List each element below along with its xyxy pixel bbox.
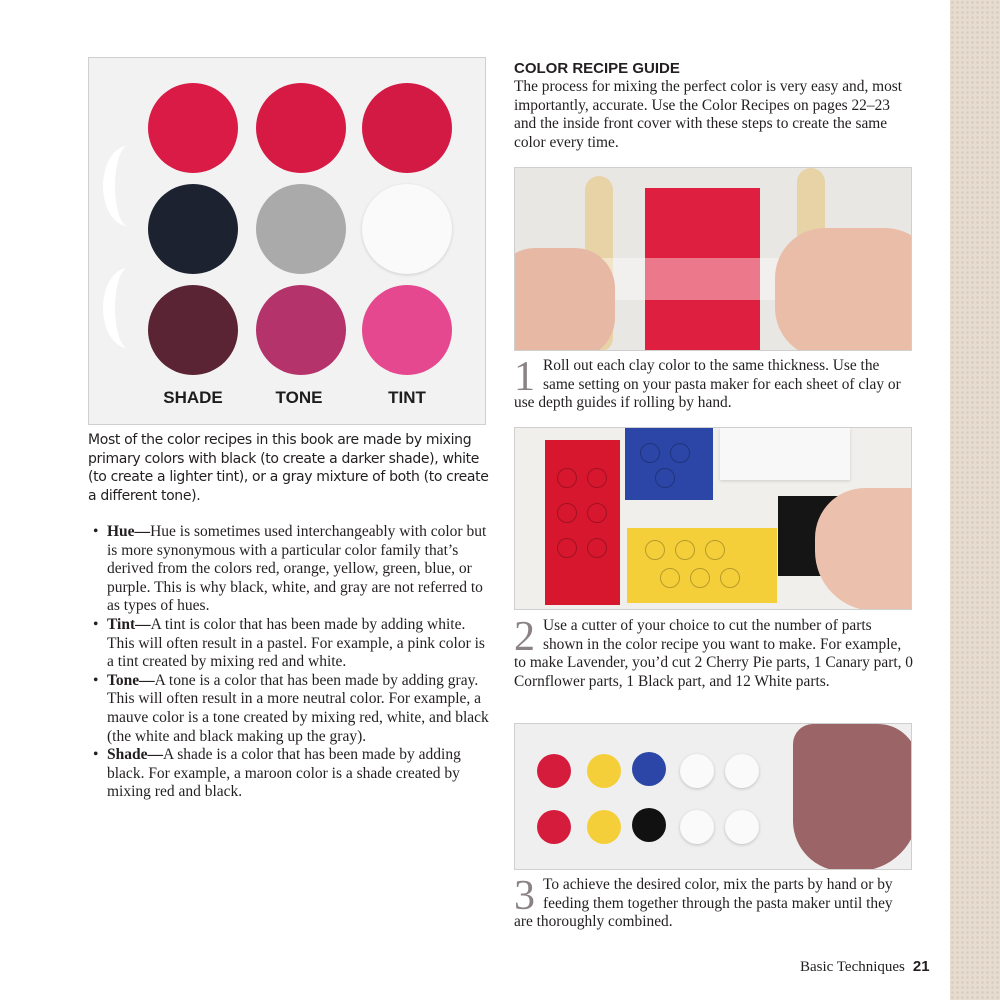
list-item-tone — [93, 672, 493, 746]
red-part — [537, 810, 571, 844]
red-swatch — [362, 83, 452, 173]
white-part — [680, 810, 714, 844]
white-part — [680, 754, 714, 788]
blue-clay-sheet — [625, 428, 713, 500]
color-swatch-photo — [88, 57, 486, 425]
step-text: To achieve the desired color, mix the parts by hand or by feeding them together through the pasta maker until they are thoroughly combined. — [514, 876, 893, 931]
definition: A tint is color that has been made by adding white. This will often result in a pastel. For example, a pink color is a tint created by mixing red and white. — [107, 615, 485, 671]
hand — [514, 248, 615, 351]
page-footer — [800, 958, 930, 976]
page-edge-texture — [950, 0, 1000, 1000]
blue-part — [632, 752, 666, 786]
white-part — [725, 754, 759, 788]
step-number: 1 — [514, 354, 535, 400]
rolling-clay-photo — [514, 167, 912, 351]
definitions-list — [93, 523, 493, 802]
yellow-part — [587, 810, 621, 844]
arrow-down-icon — [103, 268, 153, 348]
definition: Hue is sometimes used interchangeably with color but is more synonymous with a particular color family that’s derived from the colors red, orange, yellow, green, blue, or purple. This is why black, white, and gray are not referred to as types of hues. — [107, 523, 487, 615]
section-heading: COLOR RECIPE GUIDE — [514, 60, 680, 77]
hand — [815, 488, 912, 610]
list-item-hue — [93, 523, 493, 616]
pink-swatch — [362, 285, 452, 375]
term: Tint— — [107, 615, 151, 633]
cutting-clay-photo — [514, 427, 912, 610]
black-swatch — [148, 184, 238, 274]
label-tint: TINT — [388, 388, 426, 407]
term: Hue— — [107, 523, 151, 540]
mixed-clay-blob — [793, 724, 912, 870]
photo-caption: Most of the color recipes in this book are made by mixing primary colors with black (to create a darker shade), white (to create a lighter tint), or a gray mixture of both (to create a different tone). — [88, 432, 489, 504]
intro-paragraph: The process for mixing the perfect color is very easy and, most importantly, accurate. Use the Color Recipes on pages 22–23 and the inside front cover with these steps to create the same color every time. — [514, 78, 903, 151]
white-part — [725, 810, 759, 844]
step-2 — [514, 614, 914, 691]
white-swatch — [362, 184, 452, 274]
step-number: 3 — [514, 873, 535, 919]
gray-swatch — [256, 184, 346, 274]
term: Tone— — [107, 671, 155, 689]
black-part — [632, 808, 666, 842]
mauve-swatch — [256, 285, 346, 375]
label-shade: SHADE — [163, 388, 223, 407]
step-text: Use a cutter of your choice to cut the number of parts shown in the color recipe you want to make. For example, to make Lavender, you’d cut 2 Cherry Pie parts, 1 Canary part, 0 Cornflower parts, 1 Black part, and 12 White parts. — [514, 617, 913, 690]
step-text: Roll out each clay color to the same thickness. Use the same setting on your pasta maker for each sheet of clay or use depth guides if rolling by hand. — [514, 357, 901, 412]
clay-parts-photo — [514, 723, 912, 870]
step-1 — [514, 354, 914, 413]
hand — [775, 228, 912, 351]
white-clay-sheet — [720, 428, 850, 480]
step-3 — [514, 873, 914, 932]
list-item-shade — [93, 746, 493, 802]
red-swatch — [148, 83, 238, 173]
label-tone: TONE — [275, 388, 323, 407]
step-number: 2 — [514, 614, 535, 660]
list-item-tint — [93, 616, 493, 672]
term: Shade— — [107, 746, 163, 764]
definition: A shade is a color that has been made by adding black. For example, a maroon color is a shade created by mixing red and black. — [107, 746, 461, 801]
yellow-clay-sheet — [627, 528, 777, 603]
definition: A tone is a color that has been made by adding gray. This will often result in a more neutral color. For example, a mauve color is a tone created by mixing red, white, and black (the white and black making up the gray). — [107, 671, 489, 745]
arrow-down-icon — [103, 146, 153, 226]
yellow-part — [587, 754, 621, 788]
maroon-swatch — [148, 285, 238, 375]
red-clay-sheet — [545, 440, 620, 605]
red-swatch — [256, 83, 346, 173]
red-part — [537, 754, 571, 788]
page-number: 21 — [912, 958, 930, 975]
section-name: Basic Techniques — [800, 959, 905, 975]
